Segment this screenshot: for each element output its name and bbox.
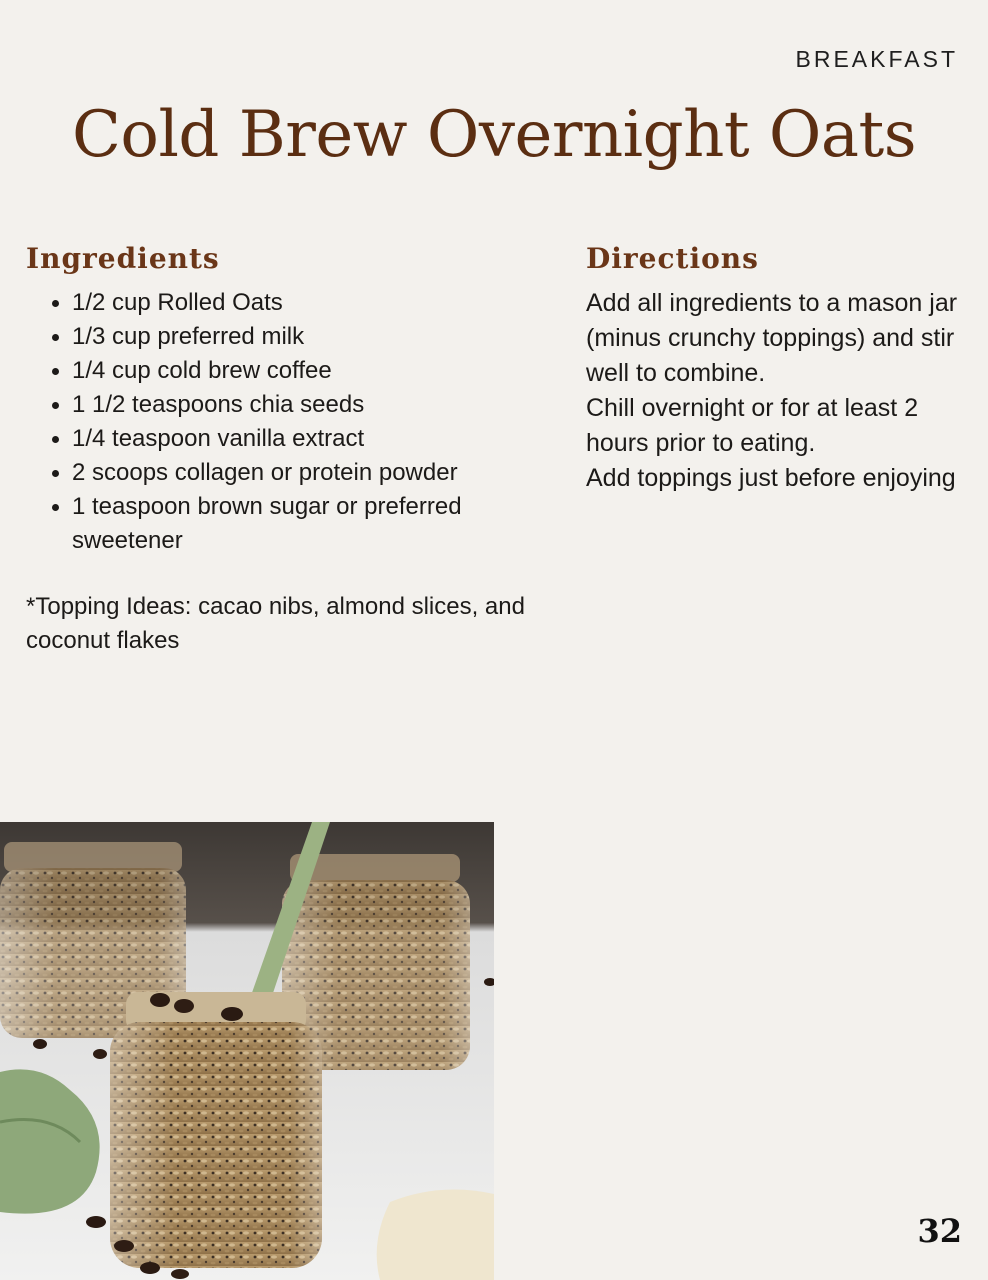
ingredients-list	[26, 286, 546, 558]
topping-ideas-note: *Topping Ideas: cacao nibs, almond slices, and coconut flakes	[26, 593, 525, 654]
ingredients-heading: Ingredients	[26, 242, 220, 275]
ingredient-item: • 1/4 teaspoon vanilla extract	[72, 422, 546, 456]
category-label: BREAKFAST	[795, 46, 958, 72]
ingredient-item: • 1 teaspoon brown sugar or preferred sweetener	[72, 490, 546, 558]
ingredient-item: • 1/4 cup cold brew coffee	[72, 354, 546, 388]
direction-step: Add toppings just before enjoying	[586, 464, 956, 492]
direction-step: Add all ingredients to a mason jar (minus crunchy toppings) and stir well to combine.	[586, 289, 958, 387]
directions-text	[586, 286, 966, 496]
ingredient-item: • 2 scoops collagen or protein powder	[72, 456, 546, 490]
page-number: 32	[917, 1212, 962, 1250]
direction-step: Chill overnight or for at least 2 hours prior to eating.	[586, 394, 919, 457]
ingredient-item: • 1 1/2 teaspoons chia seeds	[72, 388, 546, 422]
directions-heading: Directions	[586, 242, 759, 275]
recipe-photo	[0, 822, 494, 1280]
recipe-title: Cold Brew Overnight Oats	[71, 98, 917, 172]
overnight-oats-jars-illustration	[0, 822, 494, 1280]
ingredient-item: • 1/3 cup preferred milk	[72, 320, 546, 354]
ingredient-item: • 1/2 cup Rolled Oats	[72, 286, 546, 320]
